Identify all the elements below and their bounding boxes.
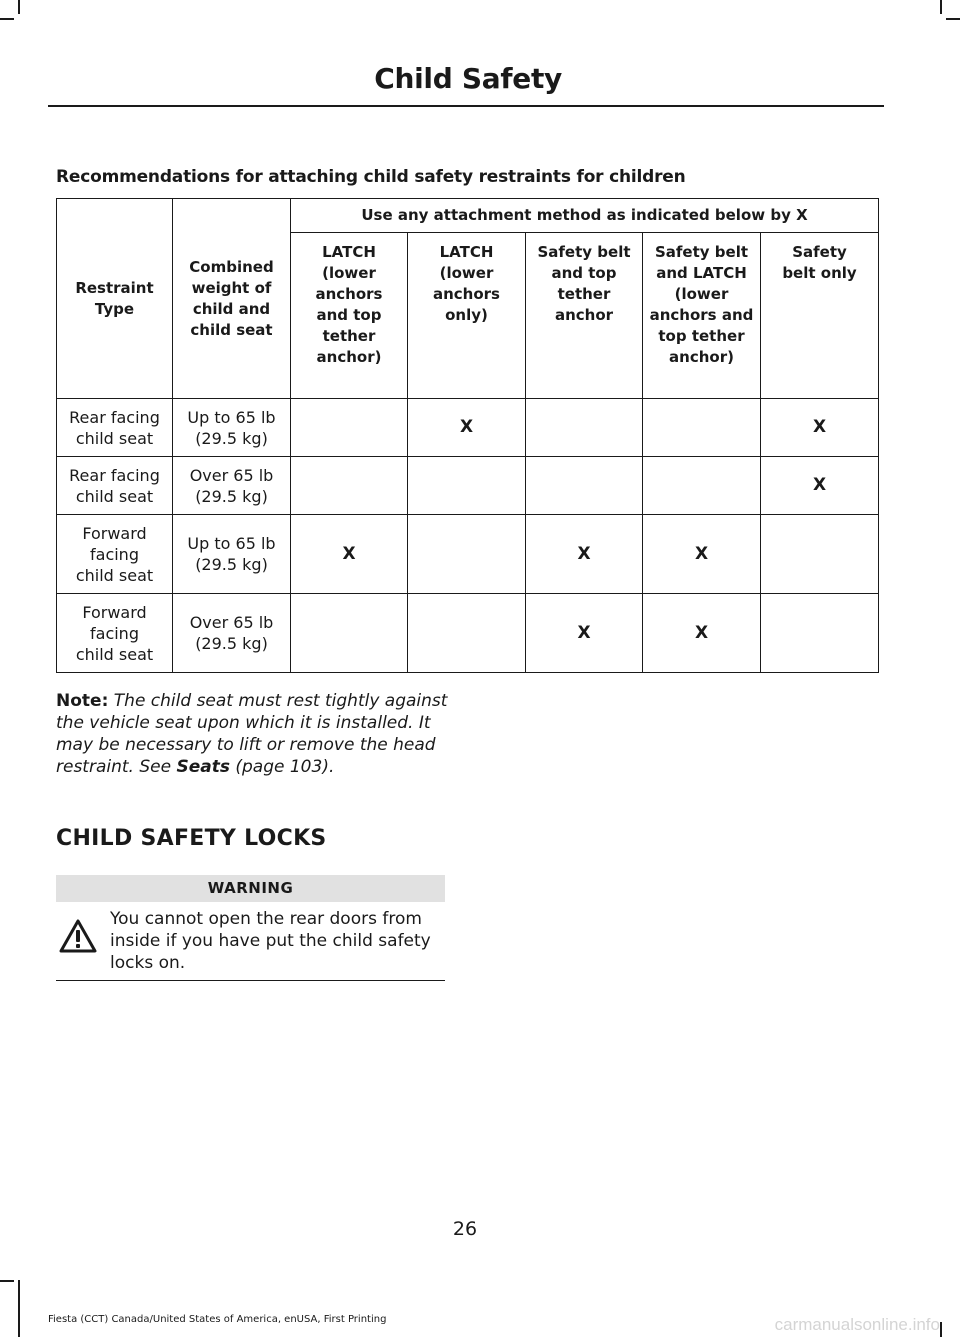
table-row [57, 594, 879, 673]
mark-cell [291, 457, 408, 515]
warning-label: WARNING [56, 875, 445, 902]
table-caption: Recommendations for attaching child safety restraints for children [56, 167, 686, 187]
mark-cell: X [408, 399, 526, 457]
mark-cell: X [291, 515, 408, 594]
crop-mark [946, 18, 960, 20]
weight-cell: Over 65 lb (29.5 kg) [173, 594, 291, 673]
watermark: carmanualsonline.info [774, 1315, 940, 1334]
header-divider [48, 105, 884, 107]
mark-cell: X [526, 594, 643, 673]
mark-cell: X [643, 594, 761, 673]
table-row [57, 457, 879, 515]
header-method-1: LATCH (lower anchors and top tether anchor) [291, 233, 408, 399]
mark-cell [408, 457, 526, 515]
mark-cell [526, 399, 643, 457]
seats-link[interactable]: Seats [176, 757, 230, 777]
mark-cell: X [643, 515, 761, 594]
section-heading: CHILD SAFETY LOCKS [56, 826, 327, 851]
note-label: Note: [56, 691, 109, 711]
restraint-type-cell: Forward facing child seat [57, 594, 173, 673]
page-title: Child Safety [374, 62, 562, 95]
restraint-type-cell: Rear facing child seat [57, 457, 173, 515]
header-method-2: LATCH (lower anchors only) [408, 233, 526, 399]
mark-cell: X [761, 399, 879, 457]
mark-cell: X [761, 457, 879, 515]
weight-cell: Up to 65 lb (29.5 kg) [173, 515, 291, 594]
header-method-5: Safety belt only [761, 233, 879, 399]
crop-mark [940, 1322, 942, 1337]
mark-cell [761, 515, 879, 594]
header-combined-weight: Combined weight of child and child seat [173, 199, 291, 399]
restraint-type-cell: Rear facing child seat [57, 399, 173, 457]
mark-cell [526, 457, 643, 515]
warning-divider [56, 980, 445, 981]
weight-cell: Over 65 lb (29.5 kg) [173, 457, 291, 515]
crop-mark [940, 0, 942, 14]
warning-text: You cannot open the rear doors from inside if you have put the child safety locks on. [110, 909, 431, 973]
header-method-3: Safety belt and top tether anchor [526, 233, 643, 399]
note-paragraph [56, 690, 448, 778]
table-row [57, 399, 879, 457]
page-number: 26 [452, 1218, 478, 1240]
header-method-4: Safety belt and LATCH (lower anchors and top tether anchor) [643, 233, 761, 399]
mark-cell [408, 594, 526, 673]
mark-cell [761, 594, 879, 673]
header-restraint-type: Restraint Type [57, 199, 173, 399]
table-row [57, 515, 879, 594]
note-page-ref: (page 103). [235, 757, 335, 777]
weight-cell: Up to 65 lb (29.5 kg) [173, 399, 291, 457]
footer-text: Fiesta (CCT) Canada/United States of America, enUSA, First Printing [48, 1314, 387, 1325]
mark-cell [291, 399, 408, 457]
mark-cell [291, 594, 408, 673]
mark-cell [643, 399, 761, 457]
note-text: The child seat must rest tightly against the vehicle seat upon which it is installed. It may be necessary to lift or remove the head restraint. See [56, 691, 448, 777]
crop-mark [0, 18, 14, 20]
mark-cell: X [526, 515, 643, 594]
mark-cell [643, 457, 761, 515]
warning-triangle-icon [58, 918, 98, 954]
crop-mark [18, 1280, 20, 1337]
restraint-type-cell: Forward facing child seat [57, 515, 173, 594]
crop-mark [0, 1280, 14, 1282]
restraint-table [56, 198, 879, 673]
mark-cell [408, 515, 526, 594]
header-attachment-group: Use any attachment method as indicated below by X [291, 199, 879, 233]
crop-mark [18, 0, 20, 14]
